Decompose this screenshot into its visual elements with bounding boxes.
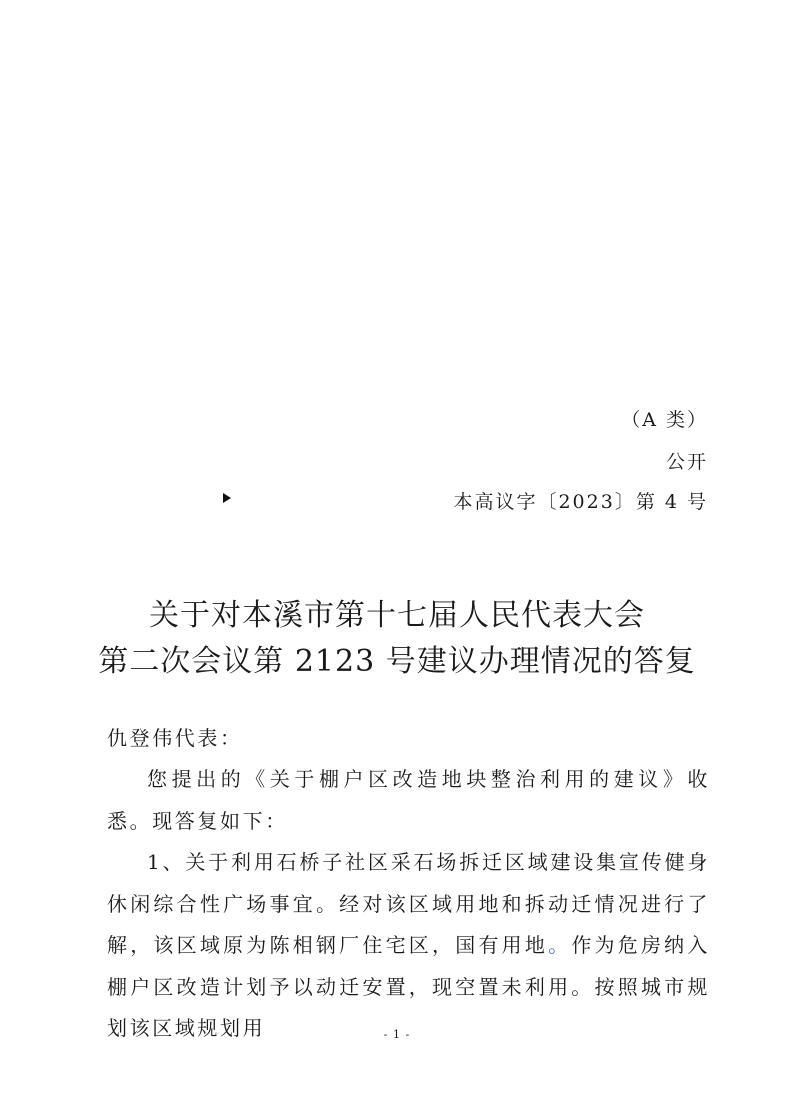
- body-paragraph-1: 您提出的《关于棚户区改造地块整治利用的建议》收悉。现答复如下：: [107, 767, 710, 833]
- document-title-line-1: 关于对本溪市第十七届人民代表大会: [149, 598, 645, 633]
- document-category: （A 类）: [621, 409, 708, 431]
- disclosure-status: 公开: [665, 451, 708, 473]
- salutation: 仇登伟代表：: [107, 726, 243, 750]
- page-number: - 1 -: [383, 1028, 411, 1041]
- play-marker-icon: [223, 493, 231, 503]
- document-number: 本高议字〔2023〕第 4 号: [453, 491, 708, 513]
- document-title-line-2: 第二次会议第 2123 号建议办理情况的答复: [98, 644, 696, 679]
- highlighted-punctuation: 。: [548, 933, 572, 957]
- paragraph-2-text-start: 1、关于利用石桥子社区采石场拆迁区域建设集宣传健身休闲综合性广场事宜。经对该区域用地和拆动迁情况进行了解，该区域原为陈相钢厂住宅区，国有用地: [107, 850, 710, 957]
- body-paragraph-2: [107, 842, 710, 1050]
- paragraph-2-text-end: 作为危房纳入棚户区改造计划予以动迁安置，现空置未利用。按照城市规划该区域规划用: [107, 933, 710, 1040]
